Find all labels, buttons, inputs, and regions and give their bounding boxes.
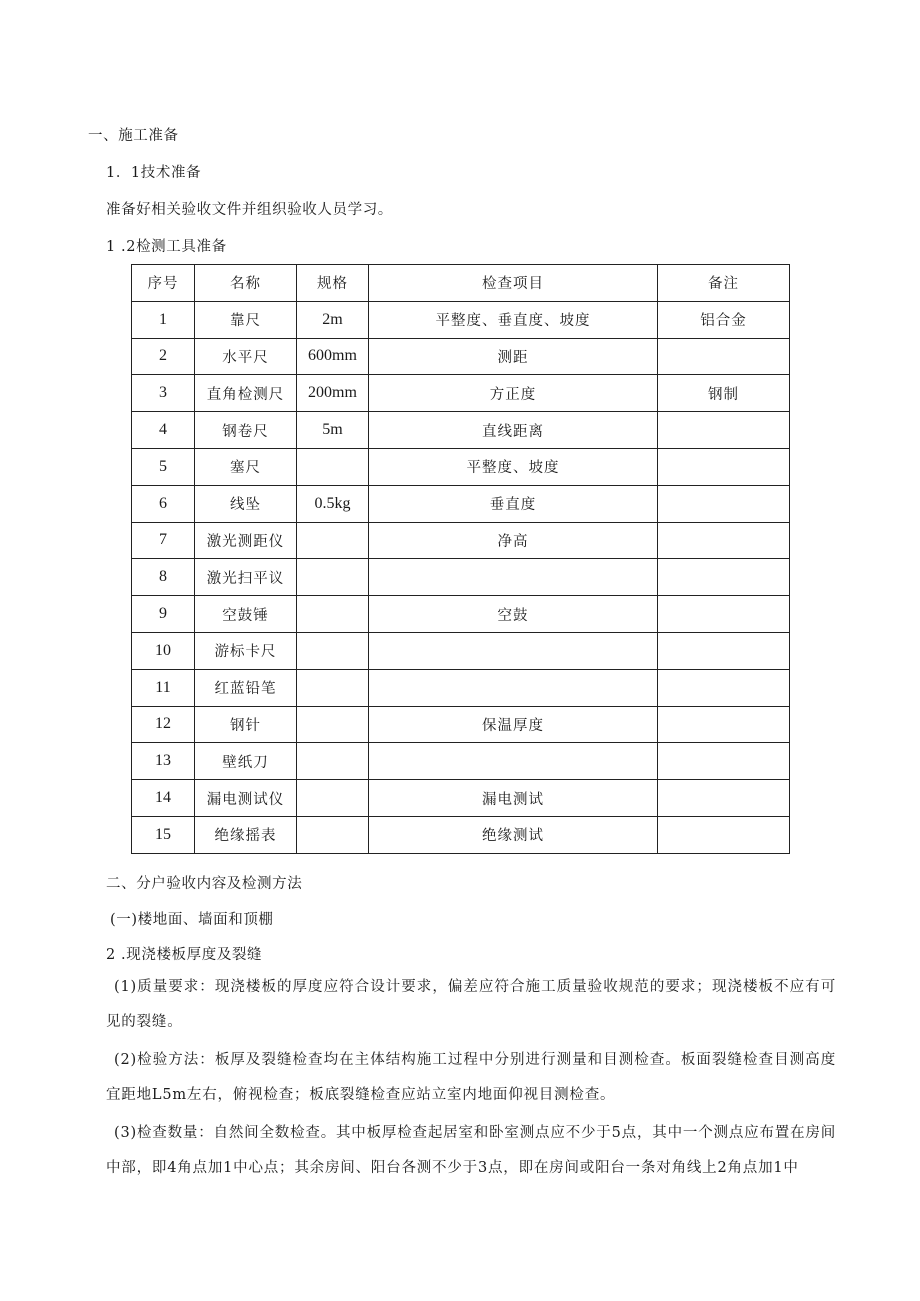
row-cell-spec: [297, 632, 369, 669]
tech-prep-text: 准备好相关验收文件并组织验收人员学习。: [106, 202, 393, 218]
row-cell-item: 方正度: [369, 375, 658, 412]
row-cell-name: 激光扫平议: [195, 559, 297, 596]
row-cell-note: [658, 559, 790, 596]
row-cell-name: 钢卷尺: [195, 412, 297, 449]
row-cell-spec: 600mm: [297, 338, 369, 375]
row-cell-no: 7: [132, 522, 195, 559]
row-cell-spec: 5m: [297, 412, 369, 449]
row-cell-name: 线坠: [195, 485, 297, 522]
subheading-2-a: (一)楼地面、墙面和顶棚: [110, 912, 274, 928]
row-cell-name: 空鼓锤: [195, 596, 297, 633]
row-cell-note: [658, 448, 790, 485]
row-cell-note: [658, 522, 790, 559]
row-cell-name: 靠尺: [195, 301, 297, 338]
subheading-1-2: 1 .2检测工具准备: [106, 239, 227, 255]
row-cell-note: 铝合金: [658, 301, 790, 338]
row-cell-spec: 2m: [297, 301, 369, 338]
row-cell-item: [369, 559, 658, 596]
row-cell-note: [658, 669, 790, 706]
row-cell-item: 平整度、坡度: [369, 448, 658, 485]
row-cell-no: 6: [132, 485, 195, 522]
table-row: [132, 743, 790, 780]
header-cell-item: 检查项目: [369, 265, 658, 302]
row-cell-item: 保温厚度: [369, 706, 658, 743]
table-row: [132, 338, 790, 375]
row-cell-no: 10: [132, 632, 195, 669]
table-row: [132, 669, 790, 706]
row-cell-spec: [297, 816, 369, 853]
row-cell-item: 漏电测试: [369, 780, 658, 817]
tools-table: [131, 264, 790, 854]
table-row: [132, 632, 790, 669]
row-cell-item: 净高: [369, 522, 658, 559]
row-cell-name: 水平尺: [195, 338, 297, 375]
row-cell-spec: [297, 448, 369, 485]
row-cell-note: [658, 412, 790, 449]
row-cell-no: 1: [132, 301, 195, 338]
row-cell-name: 直角检测尺: [195, 375, 297, 412]
header-cell-note: 备注: [658, 265, 790, 302]
section-heading-2: 二、分户验收内容及检测方法: [106, 876, 303, 892]
row-cell-no: 12: [132, 706, 195, 743]
row-cell-item: 测距: [369, 338, 658, 375]
table-header-row: [132, 265, 790, 302]
row-cell-item: 垂直度: [369, 485, 658, 522]
row-cell-no: 11: [132, 669, 195, 706]
row-cell-spec: [297, 559, 369, 596]
row-cell-item: [369, 669, 658, 706]
row-cell-name: 壁纸刀: [195, 743, 297, 780]
row-cell-item: [369, 632, 658, 669]
table-row: [132, 301, 790, 338]
row-cell-item: 绝缘测试: [369, 816, 658, 853]
row-cell-spec: [297, 706, 369, 743]
row-cell-spec: [297, 522, 369, 559]
row-cell-note: [658, 780, 790, 817]
row-cell-no: 5: [132, 448, 195, 485]
row-cell-name: 漏电测试仪: [195, 780, 297, 817]
section-heading-1: 一、施工准备: [88, 128, 179, 144]
row-cell-spec: [297, 743, 369, 780]
row-cell-no: 9: [132, 596, 195, 633]
row-cell-note: [658, 743, 790, 780]
table-row: [132, 596, 790, 633]
row-cell-no: 4: [132, 412, 195, 449]
row-cell-spec: 0.5kg: [297, 485, 369, 522]
row-cell-note: [658, 338, 790, 375]
row-cell-name: 激光测距仪: [195, 522, 297, 559]
paragraph-inspection-quantity: (3)检查数量：自然间全数检查。其中板厚检查起居室和卧室测点应不少于5点，其中一个测点应布置在房间中部，即4角点加1中心点；其余房间、阳台各测不少于3点，即在房间或阳台一条对角线上2角点加1中: [106, 1125, 836, 1176]
row-cell-spec: [297, 596, 369, 633]
row-cell-note: [658, 706, 790, 743]
row-cell-name: 红蓝铅笔: [195, 669, 297, 706]
row-cell-spec: 200mm: [297, 375, 369, 412]
row-cell-item: [369, 743, 658, 780]
row-cell-name: 游标卡尺: [195, 632, 297, 669]
row-cell-item: 空鼓: [369, 596, 658, 633]
table-row: [132, 485, 790, 522]
header-cell-spec: 规格: [297, 265, 369, 302]
row-cell-name: 绝缘摇表: [195, 816, 297, 853]
row-cell-spec: [297, 669, 369, 706]
table-row: [132, 375, 790, 412]
row-cell-note: [658, 596, 790, 633]
row-cell-name: 塞尺: [195, 448, 297, 485]
table-row: [132, 448, 790, 485]
header-cell-name: 名称: [195, 265, 297, 302]
row-cell-no: 3: [132, 375, 195, 412]
row-cell-no: 14: [132, 780, 195, 817]
table-row: [132, 706, 790, 743]
row-cell-no: 8: [132, 559, 195, 596]
row-cell-name: 钢针: [195, 706, 297, 743]
table-row: [132, 559, 790, 596]
row-cell-note: [658, 485, 790, 522]
row-cell-item: 直线距离: [369, 412, 658, 449]
header-cell-no: 序号: [132, 265, 195, 302]
row-cell-no: 13: [132, 743, 195, 780]
row-cell-note: 钢制: [658, 375, 790, 412]
subheading-1-1: 1．1技术准备: [106, 165, 202, 181]
row-cell-note: [658, 816, 790, 853]
row-cell-no: 15: [132, 816, 195, 853]
row-cell-spec: [297, 780, 369, 817]
row-cell-no: 2: [132, 338, 195, 375]
paragraph-quality-requirement: (1)质量要求：现浇楼板的厚度应符合设计要求，偏差应符合施工质量验收规范的要求；现浇楼板不应有可见的裂缝。: [106, 979, 836, 1030]
subheading-2-2: 2 .现浇楼板厚度及裂缝: [106, 947, 263, 963]
table-row: [132, 780, 790, 817]
paragraph-inspection-method: (2)检验方法：板厚及裂缝检查均在主体结构施工过程中分别进行测量和目测检查。板面裂缝检查目测高度宜距地L5m左右，俯视检查；板底裂缝检查应站立室内地面仰视目测检查。: [106, 1052, 836, 1103]
table-row: [132, 522, 790, 559]
table-row: [132, 816, 790, 853]
table-row: [132, 412, 790, 449]
row-cell-item: 平整度、垂直度、坡度: [369, 301, 658, 338]
row-cell-note: [658, 632, 790, 669]
